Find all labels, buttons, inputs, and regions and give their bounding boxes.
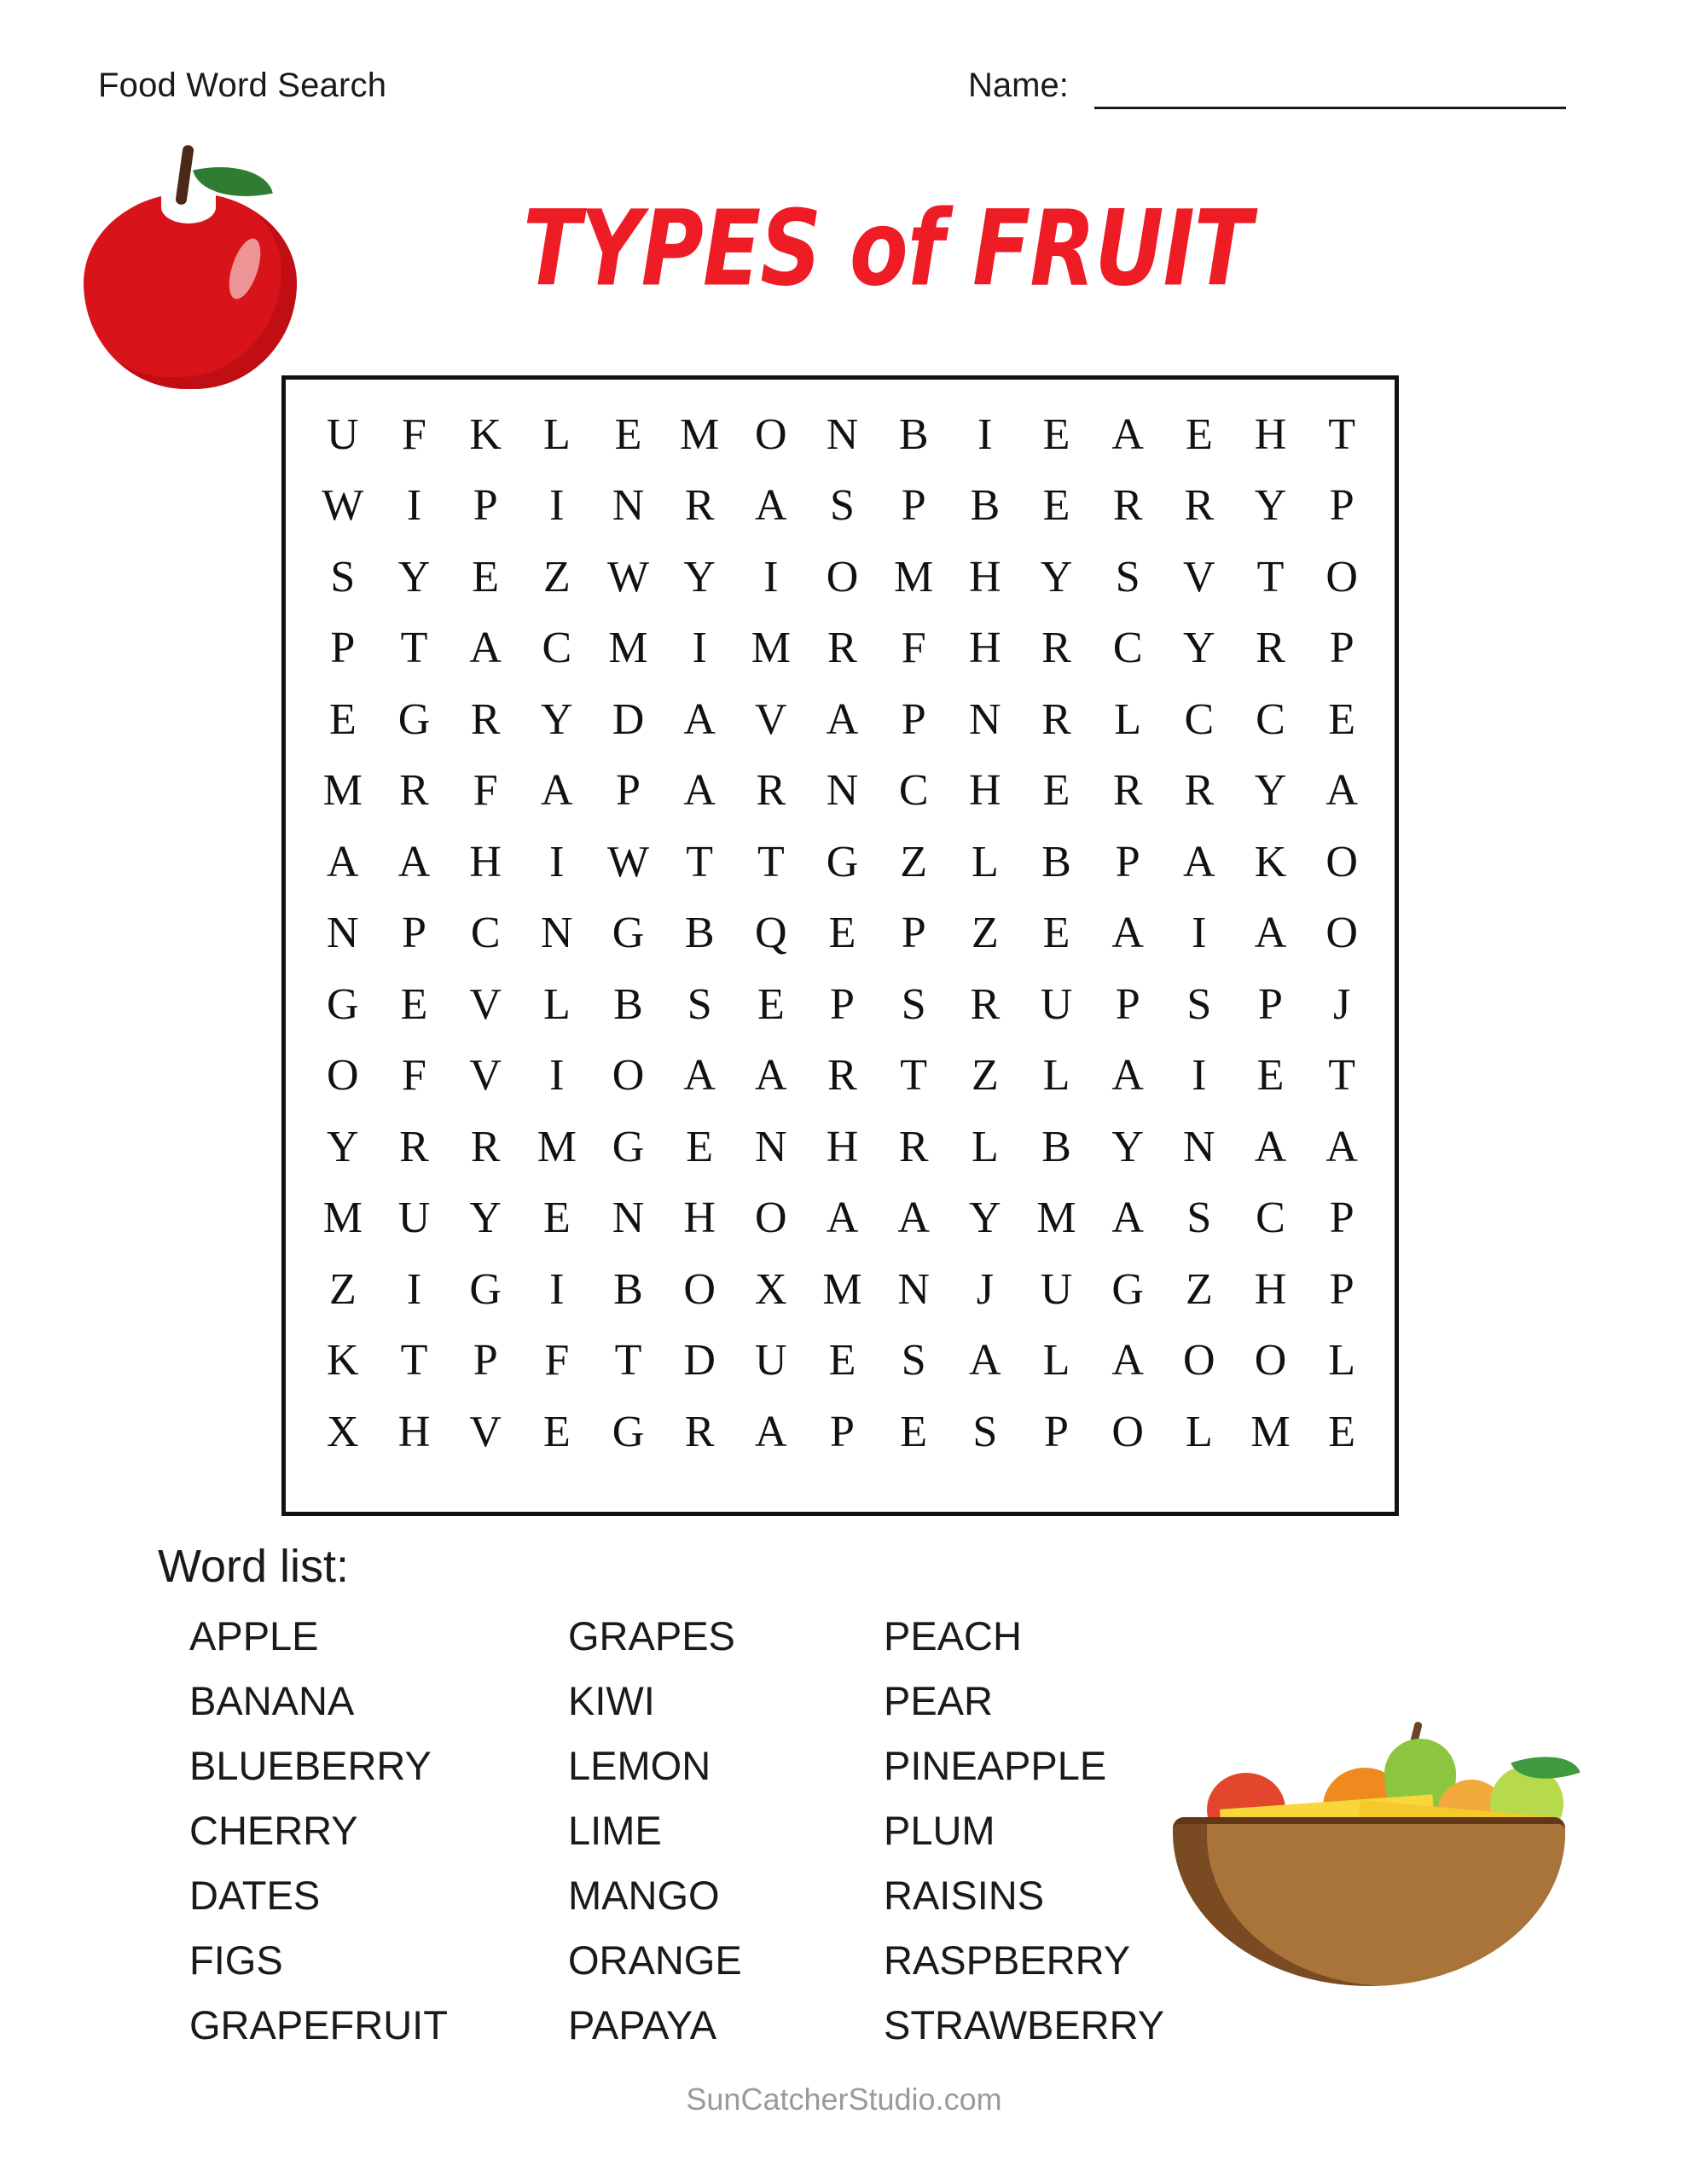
- grid-letter[interactable]: B: [684, 909, 715, 958]
- bowl-shape: [1173, 1824, 1565, 1986]
- grid-letter[interactable]: B: [613, 979, 643, 1029]
- grid-letter[interactable]: M: [322, 766, 363, 816]
- page-title: TYPES of FRUIT: [522, 188, 1252, 310]
- grid-letter[interactable]: R: [756, 766, 786, 816]
- grid-letter[interactable]: A: [541, 766, 573, 816]
- grid-letter[interactable]: E: [542, 1407, 571, 1456]
- grid-letter[interactable]: A: [469, 624, 502, 673]
- grid-letter[interactable]: A: [327, 837, 359, 886]
- grid-letter[interactable]: P: [1329, 1194, 1354, 1243]
- grid-letter[interactable]: O: [755, 1194, 787, 1243]
- grid-letter[interactable]: D: [683, 1336, 716, 1385]
- word-list-item[interactable]: FIGS: [189, 1937, 283, 1983]
- word-list-item[interactable]: PEACH: [884, 1613, 1022, 1658]
- grid-letter[interactable]: S: [1186, 1194, 1212, 1243]
- grid-letter[interactable]: R: [1184, 766, 1215, 816]
- grid-letter[interactable]: Y: [327, 1122, 359, 1171]
- grid-letter[interactable]: V: [469, 1407, 502, 1456]
- grid-letter[interactable]: I: [763, 552, 779, 601]
- grid-letter[interactable]: M: [1036, 1194, 1076, 1243]
- grid-letter[interactable]: H: [1254, 1264, 1287, 1314]
- word-list-item[interactable]: LIME: [568, 1808, 662, 1853]
- word-list: [189, 1604, 1213, 2058]
- grid-letter[interactable]: Y: [469, 1194, 502, 1243]
- grid-letter[interactable]: O: [1254, 1336, 1287, 1385]
- grid-letter[interactable]: K: [469, 410, 502, 459]
- grid-letter[interactable]: C: [542, 624, 572, 673]
- grid-letter[interactable]: O: [327, 1051, 359, 1101]
- grid-letter[interactable]: Y: [541, 694, 573, 744]
- grid-letter[interactable]: R: [1041, 694, 1071, 744]
- word-list-item[interactable]: STRAWBERRY: [884, 2002, 1165, 2048]
- grid-letter[interactable]: E: [542, 1194, 571, 1243]
- grid-letter[interactable]: H: [826, 1122, 859, 1171]
- grid-letter[interactable]: M: [822, 1264, 862, 1314]
- grid-letter[interactable]: A: [1254, 909, 1287, 958]
- grid-letter[interactable]: F: [901, 624, 926, 673]
- grid-letter[interactable]: Y: [969, 1194, 1001, 1243]
- grid-letter[interactable]: O: [1325, 837, 1358, 886]
- grid-letter[interactable]: X: [755, 1264, 787, 1314]
- grid-letter[interactable]: T: [614, 1336, 642, 1385]
- grid-letter[interactable]: G: [327, 979, 359, 1029]
- grid-letter[interactable]: G: [469, 1264, 502, 1314]
- grid-letter[interactable]: H: [969, 766, 1001, 816]
- grid-letter[interactable]: T: [400, 624, 428, 673]
- grid-letter[interactable]: Y: [397, 552, 431, 601]
- footer-credit: SunCatcherStudio.com: [686, 2082, 1002, 2117]
- grid-letter[interactable]: P: [402, 909, 426, 958]
- grid-letter[interactable]: A: [755, 1051, 787, 1101]
- grid-letter[interactable]: E: [1328, 694, 1356, 744]
- word-list-item[interactable]: RAISINS: [884, 1873, 1045, 1918]
- grid-letter[interactable]: I: [692, 624, 707, 673]
- grid-letter[interactable]: O: [1111, 1407, 1144, 1456]
- grid-letter[interactable]: E: [828, 1336, 856, 1385]
- word-search-grid[interactable]: [307, 399, 1378, 1468]
- grid-letter[interactable]: M: [751, 624, 791, 673]
- word-list-item[interactable]: PINEAPPLE: [884, 1743, 1107, 1788]
- grid-letter[interactable]: S: [1115, 552, 1140, 601]
- grid-letter[interactable]: M: [894, 552, 934, 601]
- grid-letter[interactable]: C: [1184, 694, 1215, 744]
- grid-letter[interactable]: L: [1042, 1336, 1070, 1385]
- grid-letter[interactable]: S: [1186, 979, 1212, 1029]
- grid-letter[interactable]: Y: [1040, 552, 1073, 601]
- grid-letter[interactable]: N: [755, 1122, 787, 1171]
- grid-letter[interactable]: K: [1254, 837, 1287, 886]
- grid-letter[interactable]: R: [1112, 481, 1143, 531]
- apple-icon: [77, 143, 299, 391]
- grid-letter[interactable]: Y: [1254, 481, 1287, 531]
- name-label: Name:: [968, 67, 1069, 104]
- grid-letter[interactable]: G: [1111, 1264, 1144, 1314]
- grid-letter[interactable]: F: [544, 1336, 570, 1385]
- grid-letter[interactable]: R: [827, 624, 857, 673]
- word-list-item[interactable]: BLUEBERRY: [189, 1743, 432, 1788]
- grid-letter[interactable]: C: [1256, 1194, 1285, 1243]
- grid-letter[interactable]: T: [900, 1051, 928, 1101]
- grid-letter[interactable]: E: [614, 410, 642, 459]
- grid-letter[interactable]: G: [826, 837, 859, 886]
- grid-letter[interactable]: L: [1328, 1336, 1356, 1385]
- word-list-item[interactable]: APPLE: [189, 1613, 319, 1658]
- grid-letter[interactable]: I: [549, 837, 565, 886]
- worksheet-type-label: Food Word Search: [98, 67, 387, 104]
- grid-letter[interactable]: Y: [1254, 766, 1287, 816]
- grid-letter[interactable]: H: [397, 1407, 431, 1456]
- grid-letter[interactable]: A: [1111, 909, 1144, 958]
- grid-letter[interactable]: A: [683, 766, 716, 816]
- word-list-item[interactable]: PEAR: [884, 1678, 993, 1723]
- grid-letter[interactable]: G: [612, 1122, 645, 1171]
- grid-letter[interactable]: I: [1192, 909, 1207, 958]
- grid-letter[interactable]: L: [1042, 1051, 1070, 1101]
- grid-letter[interactable]: M: [322, 1194, 363, 1243]
- grid-letter[interactable]: B: [1041, 1122, 1071, 1171]
- grid-letter[interactable]: P: [330, 624, 356, 673]
- grid-letter[interactable]: R: [470, 694, 501, 744]
- word-list-item[interactable]: KIWI: [568, 1678, 655, 1723]
- grid-letter[interactable]: H: [1254, 410, 1287, 459]
- grid-letter[interactable]: V: [755, 694, 787, 744]
- grid-letter[interactable]: R: [470, 1122, 501, 1171]
- grid-letter[interactable]: I: [406, 1264, 422, 1314]
- grid-letter[interactable]: F: [473, 766, 498, 816]
- grid-letter[interactable]: S: [901, 979, 926, 1029]
- grid-letter[interactable]: N: [612, 1194, 645, 1243]
- word-list-item[interactable]: MANGO: [568, 1873, 720, 1918]
- grid-letter[interactable]: K: [327, 1336, 359, 1385]
- grid-letter[interactable]: M: [608, 624, 648, 673]
- grid-letter[interactable]: N: [1183, 1122, 1215, 1171]
- grid-letter[interactable]: O: [1325, 909, 1358, 958]
- grid-letter[interactable]: L: [542, 979, 571, 1029]
- word-list-item[interactable]: GRAPEFRUIT: [189, 2002, 448, 2048]
- grid-letter[interactable]: E: [900, 1407, 928, 1456]
- grid-letter[interactable]: L: [542, 410, 571, 459]
- grid-letter[interactable]: L: [971, 837, 999, 886]
- grid-letter[interactable]: P: [616, 766, 641, 816]
- grid-letter[interactable]: P: [830, 979, 855, 1029]
- grid-letter[interactable]: I: [549, 1051, 565, 1101]
- grid-letter[interactable]: S: [687, 979, 712, 1029]
- grid-letter[interactable]: N: [612, 481, 645, 531]
- grid-letter[interactable]: R: [1256, 624, 1285, 673]
- grid-letter[interactable]: R: [1184, 481, 1215, 531]
- grid-letter[interactable]: H: [969, 624, 1001, 673]
- grid-letter[interactable]: A: [1111, 410, 1144, 459]
- grid-letter[interactable]: B: [1041, 837, 1071, 886]
- grid-letter[interactable]: T: [757, 837, 785, 886]
- word-search-grid-box: [281, 375, 1399, 1516]
- grid-letter[interactable]: O: [683, 1264, 716, 1314]
- grid-letter[interactable]: E: [1328, 1407, 1356, 1456]
- grid-letter[interactable]: I: [406, 481, 422, 531]
- grid-letter[interactable]: F: [402, 410, 426, 459]
- grid-letter[interactable]: P: [1044, 1407, 1069, 1456]
- grid-letter[interactable]: N: [327, 909, 359, 958]
- grid-letter[interactable]: R: [684, 481, 715, 531]
- grid-letter[interactable]: X: [327, 1407, 359, 1456]
- grid-letter[interactable]: R: [1112, 766, 1143, 816]
- grid-letter[interactable]: C: [1256, 694, 1285, 744]
- grid-letter[interactable]: A: [1254, 1122, 1287, 1171]
- grid-letter[interactable]: J: [1333, 979, 1351, 1029]
- grid-letter[interactable]: H: [683, 1194, 716, 1243]
- grid-letter[interactable]: O: [826, 552, 859, 601]
- grid-letter[interactable]: E: [686, 1122, 714, 1171]
- grid-letter[interactable]: E: [1256, 1051, 1285, 1101]
- grid-letter[interactable]: A: [1111, 1336, 1144, 1385]
- grid-letter[interactable]: A: [826, 1194, 859, 1243]
- grid-letter[interactable]: T: [1328, 410, 1356, 459]
- grid-letter[interactable]: A: [1325, 1122, 1358, 1171]
- grid-letter[interactable]: M: [537, 1122, 577, 1171]
- grid-letter[interactable]: R: [827, 1051, 857, 1101]
- grid-letter[interactable]: R: [898, 1122, 929, 1171]
- grid-letter[interactable]: O: [612, 1051, 645, 1101]
- grid-letter[interactable]: P: [1115, 837, 1140, 886]
- grid-letter[interactable]: G: [397, 694, 431, 744]
- grid-letter[interactable]: B: [898, 410, 929, 459]
- grid-letter[interactable]: A: [897, 1194, 930, 1243]
- grid-letter[interactable]: L: [971, 1122, 999, 1171]
- grid-letter[interactable]: A: [683, 1051, 716, 1101]
- word-list-item[interactable]: GRAPES: [568, 1613, 735, 1658]
- grid-letter[interactable]: E: [1042, 766, 1070, 816]
- grid-letter[interactable]: F: [402, 1051, 426, 1101]
- grid-letter[interactable]: Z: [971, 909, 999, 958]
- grid-letter[interactable]: M: [680, 410, 720, 459]
- grid-letter[interactable]: P: [1329, 481, 1354, 531]
- grid-letter[interactable]: E: [472, 552, 500, 601]
- word-list-item[interactable]: ORANGE: [568, 1937, 742, 1983]
- grid-letter[interactable]: A: [826, 694, 859, 744]
- grid-letter[interactable]: S: [972, 1407, 998, 1456]
- grid-letter[interactable]: W: [606, 837, 650, 886]
- grid-letter[interactable]: A: [1111, 1194, 1144, 1243]
- grid-letter[interactable]: A: [397, 837, 431, 886]
- word-list-item[interactable]: CHERRY: [189, 1808, 358, 1853]
- grid-letter[interactable]: R: [684, 1407, 715, 1456]
- grid-letter[interactable]: R: [1041, 624, 1071, 673]
- grid-letter[interactable]: P: [830, 1407, 855, 1456]
- grid-letter[interactable]: P: [1329, 1264, 1354, 1314]
- grid-letter[interactable]: P: [1115, 979, 1140, 1029]
- grid-letter[interactable]: O: [755, 410, 787, 459]
- grid-letter[interactable]: Y: [683, 552, 716, 601]
- grid-letter[interactable]: E: [1042, 481, 1070, 531]
- grid-letter[interactable]: N: [826, 410, 859, 459]
- grid-letter[interactable]: M: [1250, 1407, 1291, 1456]
- grid-letter[interactable]: V: [469, 979, 502, 1029]
- grid-letter[interactable]: E: [1042, 410, 1070, 459]
- grid-letter[interactable]: I: [549, 481, 565, 531]
- grid-letter[interactable]: E: [400, 979, 428, 1029]
- grid-letter[interactable]: Y: [1183, 624, 1215, 673]
- grid-letter[interactable]: Z: [542, 552, 571, 601]
- grid-letter[interactable]: A: [683, 694, 716, 744]
- grid-letter[interactable]: E: [1042, 909, 1070, 958]
- grid-letter[interactable]: U: [1040, 1264, 1073, 1314]
- grid-letter[interactable]: I: [977, 410, 993, 459]
- name-write-line[interactable]: [1094, 107, 1566, 109]
- grid-letter[interactable]: P: [473, 1336, 498, 1385]
- grid-letter[interactable]: S: [901, 1336, 926, 1385]
- word-list-item[interactable]: RASPBERRY: [884, 1937, 1131, 1983]
- grid-letter[interactable]: G: [612, 1407, 645, 1456]
- grid-letter[interactable]: N: [897, 1264, 930, 1314]
- grid-letter[interactable]: P: [1258, 979, 1283, 1029]
- grid-letter[interactable]: W: [322, 481, 364, 531]
- apple-notch: [161, 191, 216, 224]
- grid-letter[interactable]: O: [1325, 552, 1358, 601]
- grid-letter[interactable]: J: [976, 1264, 994, 1314]
- grid-letter[interactable]: A: [755, 1407, 787, 1456]
- grid-letter[interactable]: Q: [755, 909, 787, 958]
- grid-letter[interactable]: U: [397, 1194, 431, 1243]
- grid-letter[interactable]: I: [549, 1264, 565, 1314]
- grid-letter[interactable]: S: [330, 552, 356, 601]
- grid-letter[interactable]: E: [757, 979, 785, 1029]
- word-list-item[interactable]: BANANA: [189, 1678, 355, 1723]
- grid-letter[interactable]: S: [830, 481, 855, 531]
- grid-letter[interactable]: U: [755, 1336, 787, 1385]
- grid-letter[interactable]: C: [1112, 624, 1143, 673]
- word-list-item[interactable]: LEMON: [568, 1743, 711, 1788]
- grid-letter[interactable]: W: [606, 552, 650, 601]
- grid-letter[interactable]: I: [1192, 1051, 1207, 1101]
- fruit-bowl-icon: [1156, 1706, 1582, 1996]
- grid-letter[interactable]: R: [970, 979, 1001, 1029]
- word-list-item[interactable]: DATES: [189, 1873, 321, 1918]
- grid-letter[interactable]: Y: [1111, 1122, 1144, 1171]
- grid-letter[interactable]: Z: [900, 837, 928, 886]
- grid-letter[interactable]: Z: [1185, 1264, 1213, 1314]
- grid-letter[interactable]: C: [898, 766, 929, 816]
- grid-letter[interactable]: G: [612, 909, 645, 958]
- grid-letter[interactable]: H: [469, 837, 502, 886]
- grid-letter[interactable]: A: [1111, 1051, 1144, 1101]
- grid-letter[interactable]: E: [828, 909, 856, 958]
- grid-letter[interactable]: U: [327, 410, 359, 459]
- grid-letter[interactable]: V: [469, 1051, 502, 1101]
- grid-letter[interactable]: P: [1329, 624, 1354, 673]
- grid-letter[interactable]: Z: [971, 1051, 999, 1101]
- grid-letter[interactable]: A: [1325, 766, 1358, 816]
- grid-letter[interactable]: T: [400, 1336, 428, 1385]
- word-list-item[interactable]: PLUM: [884, 1808, 995, 1853]
- word-list-item[interactable]: PAPAYA: [568, 2002, 717, 2048]
- grid-letter[interactable]: V: [1183, 552, 1215, 601]
- grid-letter[interactable]: C: [470, 909, 501, 958]
- grid-letter[interactable]: L: [1114, 694, 1142, 744]
- grid-letter[interactable]: T: [1328, 1051, 1356, 1101]
- grid-letter[interactable]: B: [613, 1264, 643, 1314]
- grid-letter[interactable]: P: [901, 481, 926, 531]
- grid-letter[interactable]: A: [969, 1336, 1001, 1385]
- grid-letter[interactable]: Z: [328, 1264, 357, 1314]
- grid-letter[interactable]: P: [473, 481, 498, 531]
- grid-letter[interactable]: B: [970, 481, 1001, 531]
- grid-letter[interactable]: H: [969, 552, 1001, 601]
- grid-letter[interactable]: A: [1183, 837, 1215, 886]
- worksheet-header: [0, 67, 1688, 118]
- grid-letter[interactable]: P: [901, 694, 926, 744]
- grid-letter[interactable]: R: [399, 766, 429, 816]
- grid-letter[interactable]: L: [1185, 1407, 1213, 1456]
- word-list-heading: Word list:: [158, 1541, 350, 1592]
- grid-letter[interactable]: D: [612, 694, 645, 744]
- grid-letter[interactable]: P: [901, 909, 926, 958]
- grid-letter[interactable]: N: [969, 694, 1001, 744]
- grid-letter[interactable]: T: [1256, 552, 1285, 601]
- grid-letter[interactable]: O: [1183, 1336, 1215, 1385]
- grid-letter[interactable]: E: [328, 694, 357, 744]
- grid-letter[interactable]: T: [686, 837, 714, 886]
- grid-letter[interactable]: N: [826, 766, 859, 816]
- grid-letter[interactable]: R: [399, 1122, 429, 1171]
- grid-letter[interactable]: A: [755, 481, 787, 531]
- grid-letter[interactable]: U: [1040, 979, 1073, 1029]
- grid-letter[interactable]: N: [541, 909, 573, 958]
- grid-letter[interactable]: E: [1185, 410, 1213, 459]
